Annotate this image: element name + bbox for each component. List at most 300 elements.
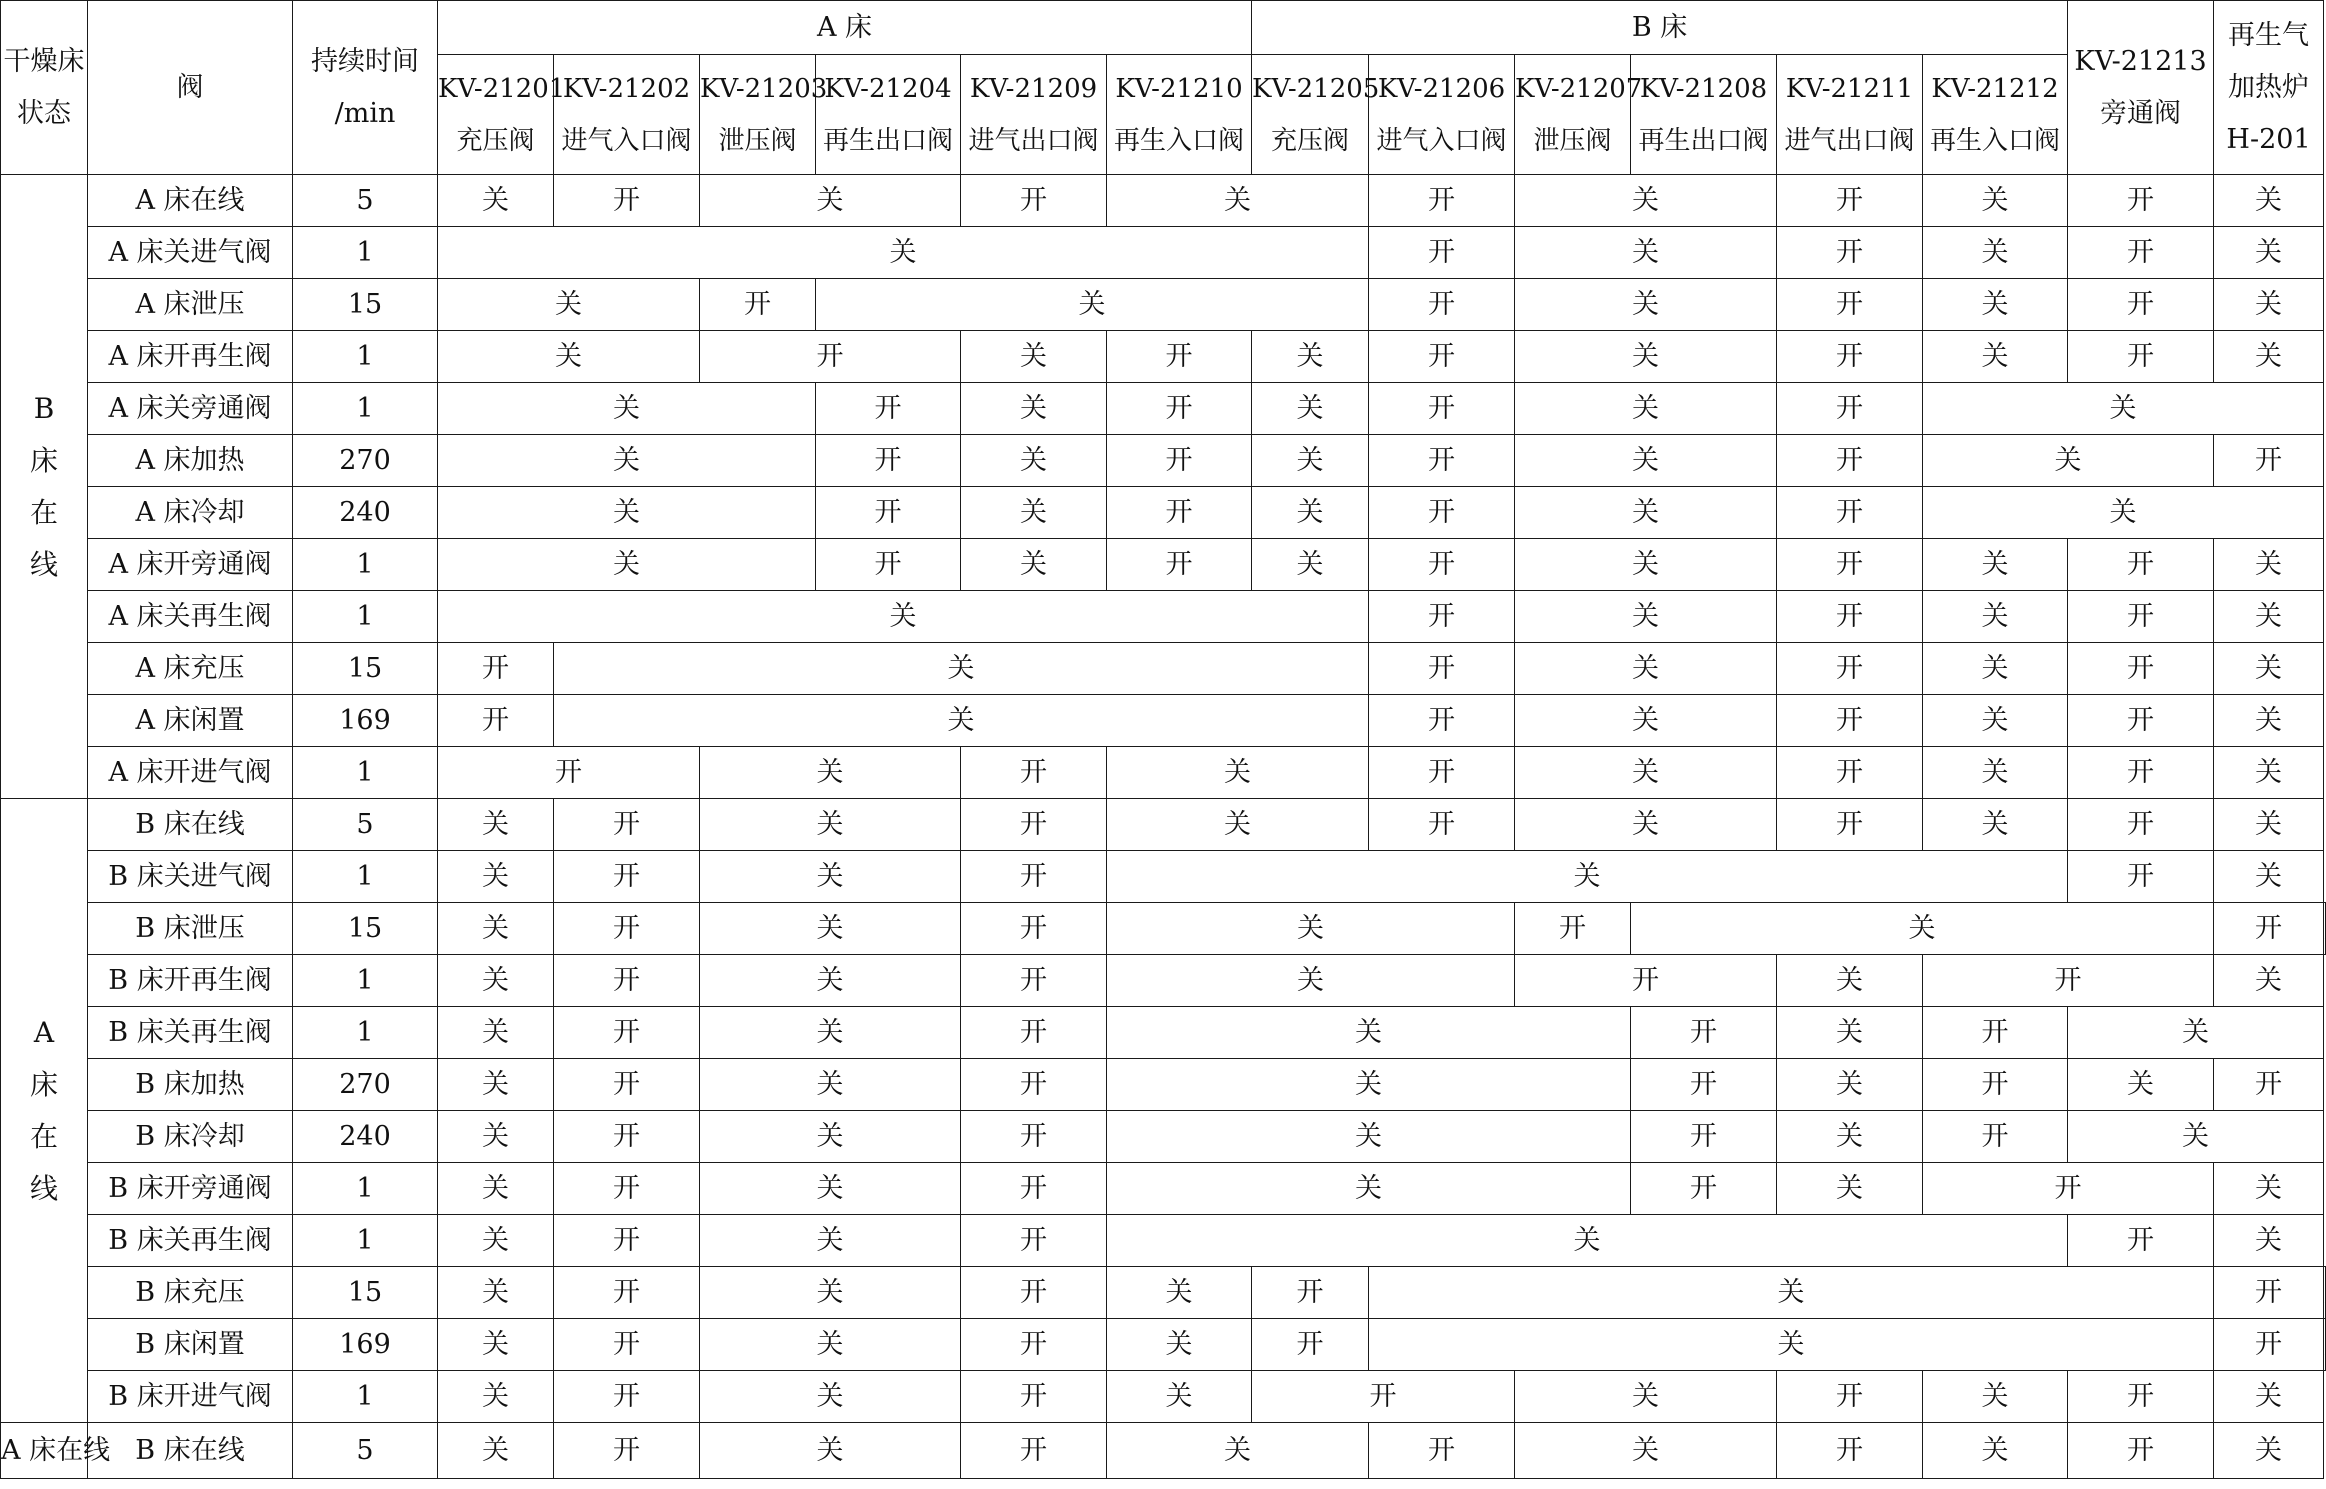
valve-state-cell: 开 bbox=[961, 1163, 1107, 1215]
bed-state-char: 在 bbox=[29, 495, 58, 529]
valve-state-cell: 关 bbox=[438, 1319, 554, 1371]
valve-state-cell: 关 bbox=[1923, 799, 2068, 851]
valve-state-cell: 关 bbox=[438, 799, 554, 851]
valve-state-cell: 开 bbox=[2214, 1059, 2324, 1111]
valve-state-cell: 关 bbox=[2214, 1423, 2324, 1479]
valve-state-cell: 开 bbox=[2068, 1423, 2214, 1479]
duration-cell: 1 bbox=[293, 1007, 438, 1059]
valve-state-cell: 开 bbox=[438, 747, 700, 799]
valve-state-cell bbox=[2324, 903, 2326, 955]
valve-state-cell: 开 bbox=[816, 539, 961, 591]
valve-state-cell: 开 bbox=[2068, 1371, 2214, 1423]
table-row bbox=[1, 539, 2326, 591]
valve-state-cell: 开 bbox=[1369, 175, 1515, 227]
valve-column-header bbox=[1777, 55, 1923, 175]
valve-state-cell: 开 bbox=[438, 695, 554, 747]
table-row bbox=[1, 1007, 2326, 1059]
valve-state-cell: 开 bbox=[1631, 1007, 1777, 1059]
valve-state-cell: 关 bbox=[700, 1163, 961, 1215]
valve-state-cell: 关 bbox=[1515, 799, 1777, 851]
valve-state-cell: 关 bbox=[2214, 747, 2324, 799]
valve-tag: KV-21210 bbox=[1115, 73, 1243, 104]
valve-state-cell: 关 bbox=[700, 175, 961, 227]
step-cell: A 床开旁通阀 bbox=[88, 539, 293, 591]
valve-state-cell: 开 bbox=[816, 435, 961, 487]
step-cell: A 床关进气阀 bbox=[88, 227, 293, 279]
valve-state-cell: 关 bbox=[1923, 175, 2068, 227]
valve-state-cell: 关 bbox=[2214, 955, 2324, 1007]
duration-cell: 1 bbox=[293, 747, 438, 799]
duration-cell: 1 bbox=[293, 1371, 438, 1423]
step-cell: B 床在线 bbox=[88, 1423, 293, 1479]
valve-state-cell: 关 bbox=[1369, 1319, 2214, 1371]
valve-column-header bbox=[438, 55, 566, 175]
table-row bbox=[1, 1319, 2326, 1371]
table-row bbox=[1, 175, 2326, 227]
table-row bbox=[1, 279, 2326, 331]
valve-state-cell: 开 bbox=[1515, 955, 1777, 1007]
valve-state-cell: 开 bbox=[2068, 227, 2214, 279]
valve-name: 再生出口阀 bbox=[1638, 125, 1769, 156]
valve-state-cell: 开 bbox=[961, 955, 1107, 1007]
valve-state-cell: 开 bbox=[2068, 331, 2214, 383]
valve-state-cell: 关 bbox=[1515, 227, 1777, 279]
valve-name: 进气出口阀 bbox=[968, 125, 1099, 156]
valve-state-cell: 关 bbox=[1777, 1111, 1923, 1163]
valve-state-cell: 开 bbox=[961, 747, 1107, 799]
valve-state-cell: 关 bbox=[2214, 851, 2324, 903]
valve-state-cell: 开 bbox=[961, 903, 1107, 955]
duration-cell: 270 bbox=[293, 435, 438, 487]
valve-state-cell: 开 bbox=[1777, 227, 1923, 279]
valve-state-cell: 关 bbox=[1252, 539, 1369, 591]
valve-state-cell: 关 bbox=[2214, 1215, 2324, 1267]
valve-state-cell: 开 bbox=[438, 643, 554, 695]
valve-state-cell: 关 bbox=[438, 1267, 554, 1319]
valve-state-cell: 开 bbox=[1777, 175, 1923, 227]
table-row bbox=[1, 1163, 2326, 1215]
valve-state-cell: 开 bbox=[961, 1319, 1107, 1371]
bypass-valve-header: KV-21213 旁通阀 bbox=[2068, 1, 2214, 175]
valve-tag: KV-21211 bbox=[1785, 73, 1914, 104]
bed-state-char: 床 bbox=[29, 1067, 58, 1101]
step-cell: B 床关再生阀 bbox=[88, 1215, 293, 1267]
valve-state-cell: 开 bbox=[1777, 1423, 1923, 1479]
duration-cell: 1 bbox=[293, 539, 438, 591]
valve-state-cell bbox=[2324, 1319, 2326, 1371]
valve-state-cell: 开 bbox=[1777, 643, 1923, 695]
step-cell: A 床开再生阀 bbox=[88, 331, 293, 383]
valve-state-cell: 关 bbox=[438, 539, 816, 591]
valve-state-cell: 关 bbox=[700, 1319, 961, 1371]
valve-state-cell: 关 bbox=[2214, 1163, 2324, 1215]
valve-state-cell: 开 bbox=[1923, 1059, 2068, 1111]
valve-state-cell: 关 bbox=[554, 643, 1369, 695]
table-row bbox=[1, 227, 2326, 279]
step-cell: B 床在线 bbox=[88, 799, 293, 851]
valve-column-header bbox=[1631, 55, 1777, 175]
valve-state-cell: 关 bbox=[2068, 1007, 2324, 1059]
valve-state-cell: 开 bbox=[1631, 1059, 1777, 1111]
valve-column-header bbox=[1369, 55, 1515, 175]
valve-state-cell: 关 bbox=[2214, 643, 2324, 695]
valve-state-cell: 关 bbox=[1515, 175, 1777, 227]
valve-state-cell: 关 bbox=[1777, 1007, 1923, 1059]
valve-state-cell: 开 bbox=[1777, 331, 1923, 383]
valve-state-cell: 开 bbox=[1369, 331, 1515, 383]
table-row bbox=[1, 331, 2326, 383]
valve-state-cell: 关 bbox=[1515, 487, 1777, 539]
valve-state-cell: 关 bbox=[1515, 331, 1777, 383]
valve-state-cell: 关 bbox=[1923, 591, 2068, 643]
valve-state-cell: 关 bbox=[1777, 1059, 1923, 1111]
valve-state-cell: 关 bbox=[2214, 279, 2324, 331]
valve-state-cell: 开 bbox=[2214, 1319, 2324, 1371]
duration-cell: 1 bbox=[293, 1215, 438, 1267]
valve-tag: KV-21209 bbox=[969, 73, 1098, 104]
table-row bbox=[1, 487, 2326, 539]
valve-state-cell: 开 bbox=[961, 175, 1107, 227]
valve-name: 再生入口阀 bbox=[1114, 125, 1245, 156]
valve-state-cell: 关 bbox=[700, 903, 961, 955]
table-row bbox=[1, 1267, 2326, 1319]
table-row bbox=[1, 435, 2326, 487]
valve-state-cell: 关 bbox=[1369, 1267, 2214, 1319]
valve-state-cell: 开 bbox=[554, 799, 700, 851]
bed-b-header: B 床 bbox=[1252, 1, 2068, 55]
valve-state-cell: 开 bbox=[1107, 331, 1252, 383]
valve-state-cell: 开 bbox=[961, 799, 1107, 851]
valve-state-cell: 开 bbox=[554, 1267, 700, 1319]
valve-state-cell: 关 bbox=[1107, 175, 1369, 227]
valve-tag: KV-21203 bbox=[700, 73, 828, 104]
valve-state-cell: 开 bbox=[1777, 487, 1923, 539]
valve-state-cell: 关 bbox=[1107, 1163, 1631, 1215]
valve-state-cell: 关 bbox=[1107, 1371, 1252, 1423]
valve-state-cell: 开 bbox=[961, 1215, 1107, 1267]
step-cell: B 床加热 bbox=[88, 1059, 293, 1111]
valve-state-cell: 关 bbox=[2214, 227, 2324, 279]
valve-name: 泄压阀 bbox=[1533, 125, 1612, 156]
valve-state-cell: 关 bbox=[1923, 747, 2068, 799]
valve-state-cell: 关 bbox=[438, 331, 700, 383]
valve-state-cell: 开 bbox=[2214, 435, 2324, 487]
valve-state-cell: 开 bbox=[554, 1163, 700, 1215]
valve-name: 泄压阀 bbox=[718, 125, 797, 156]
valve-state-cell: 开 bbox=[1369, 487, 1515, 539]
valve-state-cell: 开 bbox=[1631, 1111, 1777, 1163]
step-cell: A 床开进气阀 bbox=[88, 747, 293, 799]
valve-state-cell: 关 bbox=[700, 955, 961, 1007]
valve-state-cell: 开 bbox=[1369, 591, 1515, 643]
table-row bbox=[1, 903, 2326, 955]
valve-state-cell: 关 bbox=[1515, 1423, 1777, 1479]
valve-state-cell: 关 bbox=[1515, 695, 1777, 747]
valve-state-cell: 开 bbox=[2214, 1267, 2324, 1319]
valve-state-cell: 关 bbox=[1107, 1059, 1631, 1111]
valve-state-cell: 关 bbox=[1107, 851, 2068, 903]
valve-state-cell: 开 bbox=[1252, 1319, 1369, 1371]
valve-name: 充压阀 bbox=[456, 125, 535, 156]
valve-state-cell: 开 bbox=[1252, 1267, 1369, 1319]
valve-state-cell: 开 bbox=[700, 279, 816, 331]
valve-state-cell: 关 bbox=[438, 227, 1369, 279]
valve-state-cell: 开 bbox=[1369, 227, 1515, 279]
valve-state-cell: 关 bbox=[1107, 903, 1515, 955]
valve-state-cell: 开 bbox=[961, 1111, 1107, 1163]
step-cell: A 床闲置 bbox=[88, 695, 293, 747]
step-cell: B 床开进气阀 bbox=[88, 1371, 293, 1423]
valve-column-header bbox=[1107, 55, 1252, 175]
valve-state-cell: 开 bbox=[2068, 643, 2214, 695]
valve-name: 进气入口阀 bbox=[561, 125, 692, 156]
table-row bbox=[1, 591, 2326, 643]
valve-state-cell: 关 bbox=[438, 1423, 554, 1479]
valve-column-header bbox=[554, 55, 700, 175]
table-row-final bbox=[1, 1423, 2326, 1479]
step-cell: A 床冷却 bbox=[88, 487, 293, 539]
valve-name: 再生入口阀 bbox=[1930, 125, 2061, 156]
valve-state-cell: 开 bbox=[961, 1423, 1107, 1479]
step-cell: A 床泄压 bbox=[88, 279, 293, 331]
valve-state-cell: 开 bbox=[1107, 383, 1252, 435]
valve-name: 再生出口阀 bbox=[822, 125, 953, 156]
valve-state-cell: 关 bbox=[1923, 1371, 2068, 1423]
bed-state-char: B bbox=[33, 391, 55, 425]
valve-name: 进气入口阀 bbox=[1376, 125, 1507, 156]
valve-state-cell: 开 bbox=[1923, 955, 2214, 1007]
valve-state-cell: 关 bbox=[961, 383, 1107, 435]
valve-state-cell: 开 bbox=[1369, 435, 1515, 487]
valve-state-cell: 开 bbox=[961, 1371, 1107, 1423]
table-row bbox=[1, 383, 2326, 435]
duration-cell: 5 bbox=[293, 799, 438, 851]
valve-state-cell: 开 bbox=[1777, 539, 1923, 591]
valve-state-cell: 关 bbox=[700, 1371, 961, 1423]
heater-header: 再生气 加热炉 H-201 bbox=[2214, 1, 2324, 175]
valve-state-cell: 关 bbox=[1923, 435, 2214, 487]
valve-state-cell: 开 bbox=[1777, 383, 1923, 435]
valve-state-cell: 关 bbox=[1107, 799, 1369, 851]
valve-state-cell: 关 bbox=[1923, 643, 2068, 695]
valve-state-cell: 关 bbox=[1515, 279, 1777, 331]
valve-tag: KV-21201 bbox=[438, 73, 566, 104]
valve-state-cell: 开 bbox=[1777, 1371, 1923, 1423]
table-row bbox=[1, 695, 2326, 747]
valve-state-cell: 关 bbox=[438, 1007, 554, 1059]
valve-state-cell: 关 bbox=[961, 331, 1107, 383]
valve-state-cell: 开 bbox=[1369, 643, 1515, 695]
valve-state-cell: 关 bbox=[1252, 331, 1369, 383]
table-row bbox=[1, 955, 2326, 1007]
valve-state-cell: 关 bbox=[438, 175, 554, 227]
valve-state-cell: 开 bbox=[1107, 539, 1252, 591]
valve-state-cell: 开 bbox=[554, 955, 700, 1007]
valve-state-cell: 关 bbox=[700, 1267, 961, 1319]
valve-state-cell: 开 bbox=[961, 1007, 1107, 1059]
valve-state-cell: 开 bbox=[1515, 903, 1631, 955]
duration-header: 持续时间 /min bbox=[293, 1, 438, 175]
valve-state-cell: 开 bbox=[1252, 1371, 1515, 1423]
valve-state-cell: 关 bbox=[1923, 279, 2068, 331]
duration-cell: 15 bbox=[293, 903, 438, 955]
valve-state-cell: 关 bbox=[2214, 695, 2324, 747]
valve-state-cell: 关 bbox=[1252, 435, 1369, 487]
step-cell: A 床关旁通阀 bbox=[88, 383, 293, 435]
valve-state-cell: 开 bbox=[554, 851, 700, 903]
valve-state-cell: 开 bbox=[2068, 799, 2214, 851]
valve-state-cell: 关 bbox=[2214, 331, 2324, 383]
valve-state-cell: 关 bbox=[1515, 435, 1777, 487]
duration-cell: 5 bbox=[293, 1423, 438, 1479]
valve-state-cell: 开 bbox=[961, 1267, 1107, 1319]
valve-state-cell: 关 bbox=[438, 1371, 554, 1423]
valve-state-cell: 开 bbox=[554, 175, 700, 227]
valve-state-cell: 关 bbox=[1515, 643, 1777, 695]
step-cell: B 床开再生阀 bbox=[88, 955, 293, 1007]
valve-tag: KV-21202 bbox=[562, 73, 691, 104]
step-cell: A 床加热 bbox=[88, 435, 293, 487]
valve-state-cell: 开 bbox=[1777, 435, 1923, 487]
valve-state-cell: 开 bbox=[1369, 695, 1515, 747]
valve-state-cell: 关 bbox=[438, 1215, 554, 1267]
valve-state-cell: 关 bbox=[1515, 383, 1777, 435]
valve-state-cell: 开 bbox=[816, 487, 961, 539]
valve-state-cell: 关 bbox=[700, 1111, 961, 1163]
valve-state-cell: 开 bbox=[554, 1423, 700, 1479]
valve-tag: KV-21207 bbox=[1515, 73, 1643, 104]
valve-state-cell: 开 bbox=[1777, 695, 1923, 747]
valve-column-header bbox=[700, 55, 828, 175]
valve-state-cell: 开 bbox=[554, 1007, 700, 1059]
duration-cell: 1 bbox=[293, 1163, 438, 1215]
valve-header: 阀 bbox=[88, 1, 293, 175]
valve-state-cell: 关 bbox=[700, 747, 961, 799]
valve-state-cell: 关 bbox=[2214, 799, 2324, 851]
valve-state-cell: 关 bbox=[1777, 1163, 1923, 1215]
valve-state-cell: 开 bbox=[1369, 1423, 1515, 1479]
bed-state-char: 在 bbox=[29, 1119, 58, 1153]
duration-cell: 5 bbox=[293, 175, 438, 227]
valve-state-cell: 开 bbox=[2068, 539, 2214, 591]
step-cell: A 床关再生阀 bbox=[88, 591, 293, 643]
valve-state-cell: 关 bbox=[1252, 383, 1369, 435]
step-cell: A 床充压 bbox=[88, 643, 293, 695]
valve-state-cell: 关 bbox=[1515, 539, 1777, 591]
valve-tag: KV-21204 bbox=[824, 73, 952, 104]
valve-state-cell: 开 bbox=[554, 1319, 700, 1371]
valve-state-cell: 开 bbox=[2068, 591, 2214, 643]
valve-state-cell: 开 bbox=[554, 1111, 700, 1163]
step-cell: B 床闲置 bbox=[88, 1319, 293, 1371]
valve-state-cell: 开 bbox=[1777, 591, 1923, 643]
valve-column-header bbox=[816, 55, 961, 175]
valve-state-cell: 开 bbox=[1369, 383, 1515, 435]
table-row bbox=[1, 747, 2326, 799]
valve-state-cell: 关 bbox=[961, 435, 1107, 487]
valve-state-cell: 关 bbox=[700, 799, 961, 851]
table-row bbox=[1, 799, 2326, 851]
table-row bbox=[1, 1111, 2326, 1163]
valve-state-cell: 开 bbox=[1107, 487, 1252, 539]
duration-cell: 169 bbox=[293, 695, 438, 747]
bed-state-cell: A 床在线 bbox=[1, 1423, 88, 1479]
step-cell: A 床在线 bbox=[88, 175, 293, 227]
step-cell: B 床关再生阀 bbox=[88, 1007, 293, 1059]
duration-cell: 270 bbox=[293, 1059, 438, 1111]
valve-state-cell: 关 bbox=[2214, 175, 2324, 227]
bed-state-cell bbox=[1, 799, 88, 1423]
valve-name: 充压阀 bbox=[1271, 125, 1350, 156]
valve-state-cell: 关 bbox=[1923, 695, 2068, 747]
duration-cell: 1 bbox=[293, 591, 438, 643]
valve-state-cell: 关 bbox=[438, 1059, 554, 1111]
step-cell: B 床泄压 bbox=[88, 903, 293, 955]
duration-cell: 1 bbox=[293, 851, 438, 903]
duration-cell: 1 bbox=[293, 227, 438, 279]
valve-state-cell: 开 bbox=[1369, 279, 1515, 331]
valve-state-cell: 开 bbox=[1923, 1111, 2068, 1163]
valve-tag: KV-21212 bbox=[1931, 73, 2059, 104]
valve-state-cell: 关 bbox=[961, 487, 1107, 539]
valve-state-cell: 关 bbox=[438, 1163, 554, 1215]
valve-state-cell: 关 bbox=[700, 1215, 961, 1267]
step-cell: B 床冷却 bbox=[88, 1111, 293, 1163]
valve-state-cell: 关 bbox=[1515, 1371, 1777, 1423]
table-row bbox=[1, 643, 2326, 695]
valve-state-cell: 开 bbox=[1369, 539, 1515, 591]
valve-state-cell: 开 bbox=[2068, 747, 2214, 799]
duration-cell: 15 bbox=[293, 1267, 438, 1319]
valve-state-cell: 关 bbox=[1923, 539, 2068, 591]
valve-state-cell: 关 bbox=[438, 903, 554, 955]
valve-state-cell: 关 bbox=[438, 591, 1369, 643]
valve-state-cell: 关 bbox=[1107, 1423, 1369, 1479]
valve-state-cell: 开 bbox=[554, 903, 700, 955]
valve-state-cell: 开 bbox=[1923, 1163, 2214, 1215]
valve-state-cell: 关 bbox=[554, 695, 1369, 747]
bed-state-char: 线 bbox=[29, 1171, 58, 1205]
valve-state-cell: 开 bbox=[554, 1371, 700, 1423]
valve-state-cell: 开 bbox=[1777, 279, 1923, 331]
valve-state-cell: 开 bbox=[2068, 695, 2214, 747]
valve-state-cell: 开 bbox=[816, 383, 961, 435]
valve-state-cell: 关 bbox=[700, 1007, 961, 1059]
valve-tag: KV-21205 bbox=[1252, 73, 1380, 104]
valve-state-cell: 关 bbox=[1515, 591, 1777, 643]
valve-state-cell: 关 bbox=[438, 279, 700, 331]
valve-state-cell: 关 bbox=[700, 1059, 961, 1111]
valve-state-cell: 开 bbox=[1777, 799, 1923, 851]
valve-tag: KV-21206 bbox=[1377, 73, 1506, 104]
duration-cell: 1 bbox=[293, 331, 438, 383]
valve-state-cell: 关 bbox=[1107, 1007, 1631, 1059]
duration-cell: 1 bbox=[293, 383, 438, 435]
bed-state-char: A bbox=[33, 1015, 55, 1049]
valve-state-cell: 关 bbox=[438, 851, 554, 903]
valve-state-cell: 关 bbox=[2214, 591, 2324, 643]
duration-cell: 1 bbox=[293, 955, 438, 1007]
duration-cell: 169 bbox=[293, 1319, 438, 1371]
valve-state-cell: 关 bbox=[438, 955, 554, 1007]
table-row bbox=[1, 1215, 2326, 1267]
valve-state-cell: 关 bbox=[1923, 487, 2324, 539]
table-row bbox=[1, 851, 2326, 903]
bed-state-header: 干燥床 状态 bbox=[1, 1, 88, 175]
valve-state-cell: 关 bbox=[1923, 1423, 2068, 1479]
valve-state-cell: 关 bbox=[700, 1423, 961, 1479]
valve-state-cell: 关 bbox=[1107, 1215, 2068, 1267]
